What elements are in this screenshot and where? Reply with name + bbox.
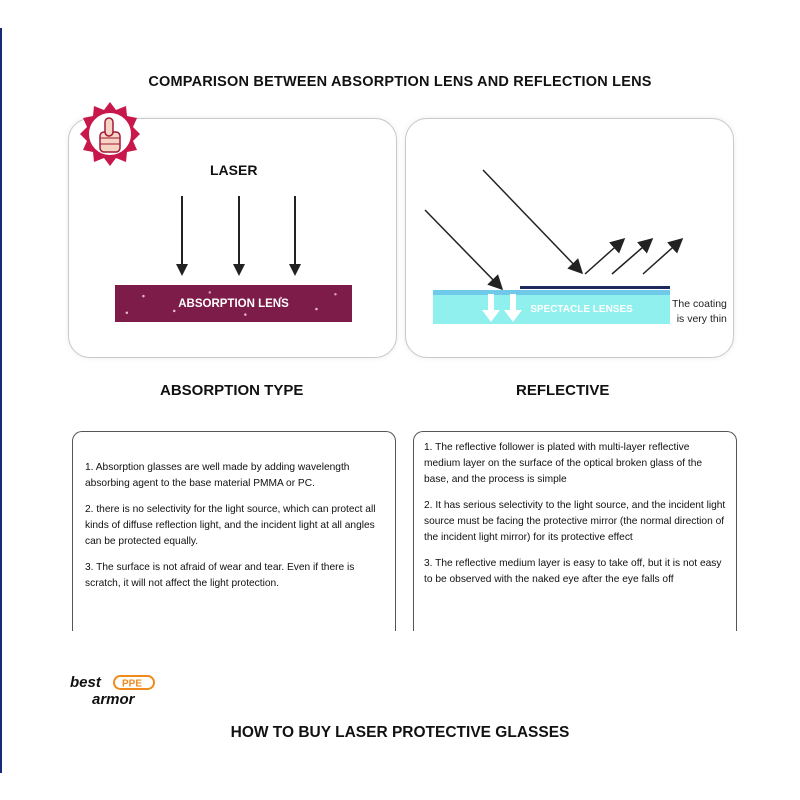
laser-arrow-1: [181, 196, 183, 274]
absorption-description-box: [72, 431, 396, 631]
spectacle-lens: [433, 290, 670, 324]
incident-ray-1: [425, 210, 501, 288]
reflective-coating-layer: [520, 286, 670, 289]
reflective-point-1: 1. The reflective follower is plated with multi-layer reflective medium layer on the surface of the optical broken glass of the base, and the process is simple: [424, 442, 703, 485]
brand-line2: armor: [92, 691, 135, 708]
laser-arrow-3: [294, 196, 296, 274]
reflective-description-box: [413, 431, 737, 631]
absorption-point-2: 2. there is no selectivity for the light source, which can protect all kinds of diffuse reflection light, and the incident light at all angles can be protected equally.: [85, 504, 376, 547]
reflected-ray-3: [643, 240, 681, 274]
incident-ray-2: [483, 170, 581, 272]
reflective-point-3: 3. The reflective medium layer is easy to take off, but it is not easy to be observed with the naked eye after the eye falls off: [424, 558, 722, 585]
absorption-lens: [115, 285, 352, 322]
coating-note-line2: is very thin: [676, 313, 727, 325]
thumbs-up-badge-icon: [78, 100, 142, 168]
left-edge-line: [0, 28, 2, 773]
coating-note: [672, 297, 727, 327]
reflective-point-2: 2. It has serious selectivity to the light source, and the incident light source must be facing the protective mirror (the normal direction of the incident light mirror) for its protective effect: [424, 500, 726, 543]
absorption-point-3: 3. The surface is not afraid of wear and tear. Even if there is scratch, it will not affect the light protection.: [85, 562, 355, 589]
how-to-buy-title: HOW TO BUY LASER PROTECTIVE GLASSES: [230, 724, 570, 741]
transmitted-arrows-icon: [480, 292, 526, 324]
absorption-lens-label: ABSORPTION LENS: [178, 297, 289, 310]
main-title: COMPARISON BETWEEN ABSORPTION LENS AND REFLECTION LENS: [148, 74, 652, 90]
best-armor-logo: [70, 672, 162, 708]
absorption-point-1: 1. Absorption glasses are well made by adding wavelength absorbing agent to the base material PMMA or PC.: [85, 462, 350, 489]
laser-label: LASER: [210, 162, 258, 178]
laser-arrow-2: [238, 196, 240, 274]
brand-line1: best: [70, 674, 101, 691]
absorption-type-heading: ABSORPTION TYPE: [160, 382, 304, 399]
spectacle-lens-label: SPECTACLE LENSES: [530, 304, 633, 315]
brand-tag: PPE: [122, 678, 143, 690]
coating-note-line1: The coating: [672, 298, 727, 310]
reflective-heading: REFLECTIVE: [516, 382, 610, 399]
